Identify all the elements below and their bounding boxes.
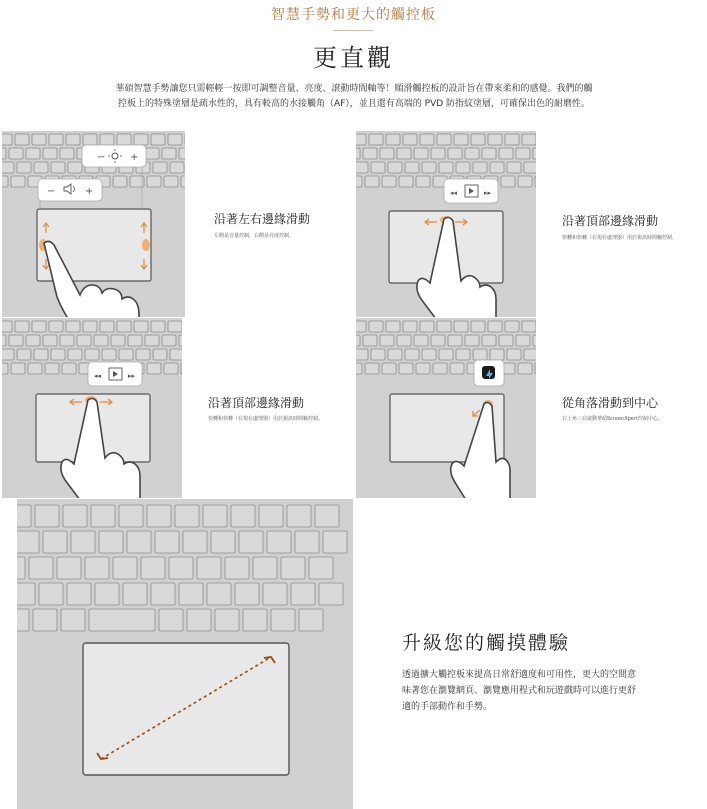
upgrade-title: 升級您的觸摸體驗: [402, 632, 571, 654]
media-timeline-popup: [88, 362, 142, 386]
gesture-illustration-top-swipe-a: [356, 131, 536, 317]
gesture-title-top-swipe-a: 沿著頂部邊緣滑動: [562, 214, 659, 228]
upgrade-description: 透過擴大觸控板來提高日常舒適度和可用性，更大的空間意味著您在瀏覽網頁、瀏覽應用程式和玩遊戲時可以進行更舒適的手部動作和手勢。: [402, 670, 637, 712]
touch-point-right: [142, 239, 150, 251]
gesture-illustration-edge-swipe: [2, 131, 185, 317]
gesture-desc-top-swipe-a: 快轉和快轉（在現在處理器）用於視訊時間軸控制。: [562, 235, 678, 241]
page-title: 更直觀: [313, 44, 394, 72]
touchpad: [83, 643, 289, 775]
gesture-title-top-swipe-b: 沿著頂部邊緣滑動: [208, 396, 305, 410]
eyebrow-divider: [333, 30, 373, 31]
section-eyebrow: 智慧手勢和更大的觸控板: [271, 7, 436, 23]
gesture-desc-corner-swipe: 右上角三在啟動華碩ScreenXpert控制中心。: [562, 416, 663, 422]
larger-touchpad-illustration: [17, 499, 353, 809]
intro-paragraph: 華碩智慧手勢讓您只需輕輕一按即可調整音量、亮度、滾動時間軸等！順滑觸控板的設計旨在帶來柔和的感覺。我們的觸控板上的特殊塗層是疏水性的，具有較高的水接觸角（AF），並且還有高端的 PVD 防指紋塗層，可確保出色的耐磨性。: [115, 84, 593, 109]
gesture-desc-edge-swipe: 左側是音量控制，右側是亮度控制。: [214, 233, 295, 239]
screenxpert-popup: [474, 360, 504, 386]
media-timeline-popup: [444, 179, 498, 203]
brightness-minus: −: [97, 152, 106, 163]
forward-icon: ▸▸: [128, 372, 136, 380]
rewind-icon: ◂◂: [94, 372, 102, 380]
gesture-title-edge-swipe: 沿著左右邊緣滑動: [214, 212, 311, 226]
gesture-illustration-corner-swipe: [356, 318, 536, 498]
gesture-title-corner-swipe: 從角落滑動到中心: [562, 396, 659, 410]
brightness-plus: +: [130, 152, 139, 163]
volume-minus: −: [47, 186, 56, 197]
gesture-illustration-top-swipe-b: [2, 318, 182, 498]
volume-control-popup: [38, 179, 102, 209]
rewind-icon: ◂◂: [450, 189, 458, 197]
volume-plus: +: [85, 186, 94, 197]
gesture-desc-top-swipe-b: 快轉和快轉（在現在處理器）用於視訊時間軸控制。: [208, 416, 324, 422]
forward-icon: ▸▸: [484, 189, 492, 197]
